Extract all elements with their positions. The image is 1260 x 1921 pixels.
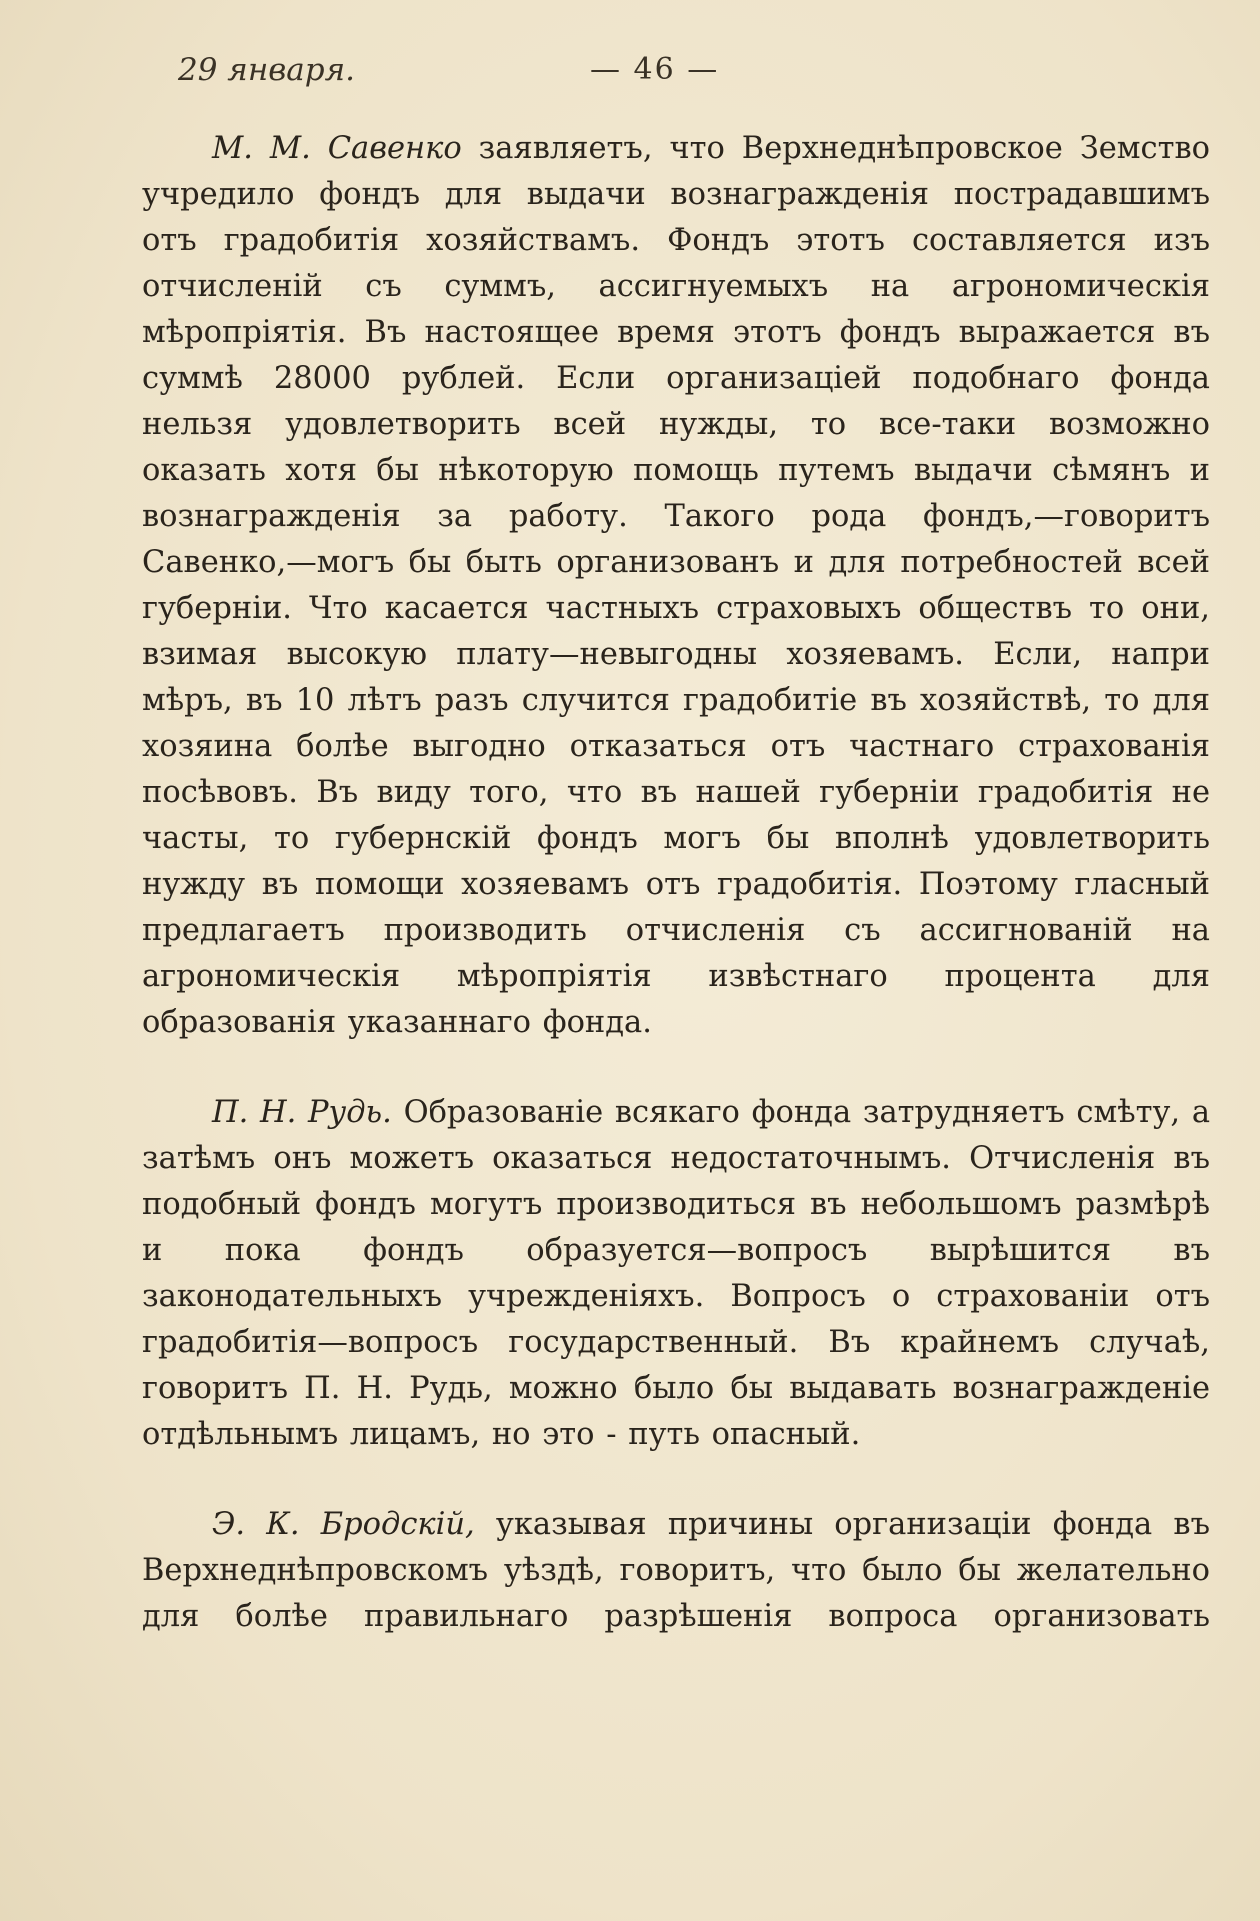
speaker-name: Э. К. Бродскій, [212,1507,475,1542]
paragraph-savenko [142,126,1210,1046]
page-number: — 46 — [590,52,720,87]
speaker-name: М. М. Савенко [212,131,462,166]
paragraph-rud [142,1090,1210,1458]
paragraph-brodsky [142,1502,1210,1640]
paragraph-text: Образованіе всякаго фонда затрудняетъ смѣту, а затѣмъ онъ можетъ оказаться недостаточнымъ. Отчисленія въ подобный фондъ могутъ производиться въ небольшомъ размѣрѣ и пока фондъ образуется—вопросъ вырѣшится въ законодательныхъ учрежденіяхъ. Вопросъ о страхованіи отъ градобитія—вопросъ государственный. Въ крайнемъ случаѣ, говоритъ П. Н. Рудь, можно было бы выдавать вознагражденіе отдѣльнымъ лицамъ, но это - путь опасный. [142,1095,1211,1452]
page-header [0,52,1260,100]
paragraph-text: заявляетъ, что Верхнеднѣпровское Земство учредило фондъ для выдачи вознагражденія пострадавшимъ отъ градобитія хозяйствамъ. Фондъ этотъ составляется изъ отчисленій съ суммъ, ассигнуемыхъ на агрономическія мѣропріятія. Въ настоящее время этотъ фондъ выражается въ суммѣ 28000 рублей. Если организаціей подобнаго фонда нельзя удовлетворить всей нужды, то все-таки возможно оказать хотя бы нѣкоторую помощь путемъ выдачи сѣмянъ и вознагражденія за работу. Такого рода фондъ,—говоритъ Савенко,—могъ бы быть организованъ и для потребностей всей губерніи. Что касается частныхъ страховыхъ обществъ то они, взимая высокую плату—невыгодны хозяевамъ. Если, напри мѣръ, въ 10 лѣтъ разъ случится градобитіе въ хозяйствѣ, то для хозяина болѣе выгодно отказаться отъ частнаго страхованія посѣвовъ. Въ виду того, что въ нашей губерніи градобитія не часты, то губернскій фондъ могъ бы вполнѣ удовлетворить нужду въ помощи хозяевамъ отъ градобитія. Поэтому гласный предлагаетъ производить отчисленія съ ассигнованій на агрономическія мѣропріятія извѣстнаго процента для образованія указаннаго фонда. [142,131,1211,1040]
page-body [142,126,1210,1684]
speaker-name: П. Н. Рудь. [212,1095,392,1130]
paragraph-text: указывая причины организаціи фонда въ Верхнеднѣпровскомъ уѣздѣ, говоритъ, что было бы желательно для болѣе правильнаго разрѣшенія вопроса организовать [142,1507,1210,1634]
header-date: 29 января. [178,52,355,88]
